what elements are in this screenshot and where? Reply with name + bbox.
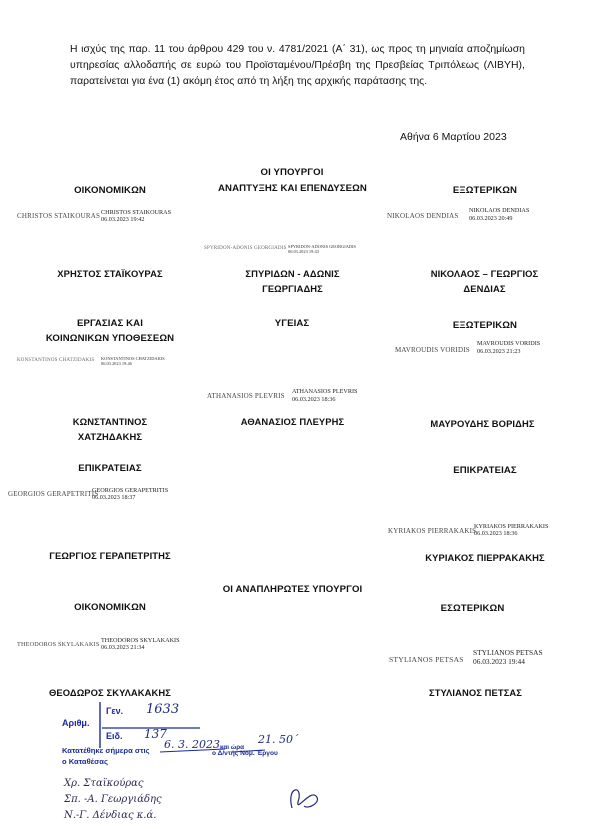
special-number: 137	[144, 727, 167, 741]
signature-date: 06.03.2023 19:43	[288, 249, 319, 254]
ministry-foreign: ΕΞΩΤΕΡΙΚΩΝ	[452, 185, 518, 196]
signature-date: 06.03.2023 18:36	[292, 396, 336, 403]
deposit-text: Κατατέθηκε σήμερα στις	[62, 746, 150, 755]
signature-print: CHRISTOS STAIKOURAS	[17, 212, 101, 220]
signature-name: CHRISTOS STAIKOURAS	[101, 209, 172, 216]
handwritten-line-1: Χρ. Σταϊκούρας	[64, 778, 144, 789]
signature-name: ATHANASIOS PLEVRIS	[292, 388, 358, 395]
general-number: 1633	[146, 702, 180, 717]
signatory-name-plevris: ΑΘΑΝΑΣΙΟΣ ΠΛΕΥΡΗΣ	[240, 416, 345, 427]
depositor-label: ο Καταθέσας	[62, 757, 108, 766]
signature-date: 06.03.2023 19:44	[473, 657, 525, 666]
signature-date: 06.03.2023 18:37	[92, 494, 136, 501]
ministry-economics: ΟΙΚΟΝΟΜΙΚΩΝ	[74, 185, 146, 196]
signature-date: 06.03.2023 18:36	[474, 530, 518, 537]
ministry-deputy-foreign: ΕΣΩΤΕΡΙΚΩΝ	[440, 603, 505, 614]
signature-print: SPYRIDON-ADONIS GEORGIADIS	[204, 246, 287, 251]
signature-date: 06.03.2023 19:42	[101, 216, 145, 223]
ministry-health: ΥΓΕΙΑΣ	[274, 318, 310, 329]
special-number-label: Ειδ.	[106, 731, 123, 741]
signature-date: 06.03.2023 21:34	[101, 644, 145, 651]
ministry-development: ΑΝΑΠΤΥΞΗΣ ΚΑΙ ΕΠΕΝΔΥΣΕΩΝ	[218, 183, 367, 194]
signature-name: THEODOROS SKYLAKAKIS	[101, 637, 180, 644]
arithm-label: Αριθμ.	[62, 718, 90, 728]
signature-name: KYRIAKOS PIERRAKAKIS	[474, 523, 549, 530]
signature-print: GEORGIOS GERAPETRITIS	[8, 490, 99, 498]
signatory-name-georgiadis: ΣΠΥΡΙΔΩΝ - ΑΔΩΝΙΣ ΓΕΩΡΓΙΑΔΗΣ	[245, 268, 340, 294]
signatory-name-staikouras: ΧΡΗΣΤΟΣ ΣΤΑΪΚΟΥΡΑΣ	[57, 268, 163, 279]
ministry-foreign-2: ΕΞΩΤΕΡΙΚΩΝ	[452, 320, 518, 331]
signatory-name-petsas: ΣΤΥΛΙΑΝΟΣ ΠΕΤΣΑΣ	[428, 687, 523, 698]
general-number-label: Γεν.	[106, 706, 124, 716]
decision-paragraph: Η ισχύς της παρ. 11 του άρθρου 429 του ν. 4781/2021 (Α΄ 31), ως προς τη μηνιαία αποζημίωση υπηρεσίας αλλοδαπής σε ευρώ του Προϊσταμένου/Πρέσβη της Πρεσβείας Τριπόλεως (ΛΙΒΥΗ), παρατείνεται για ένα (1) ακόμη έτος από τη λήξη της αρχικής παράτασης της.	[70, 44, 525, 87]
time-label: και ώρα	[220, 744, 245, 751]
signature-date: 06.03.2023 20:49	[469, 215, 513, 222]
signature-name: KONSTANTINOS CHATZIDAKIS	[101, 356, 165, 361]
signature-date: 06.03.2023 19:46	[101, 361, 132, 366]
signature-print: KYRIAKOS PIERRAKAKIS	[388, 527, 477, 535]
signature-name: STYLIANOS PETSAS	[473, 648, 543, 657]
deputy-ministers-title: ΟΙ ΑΝΑΠΛΗΡΩΤΕΣ ΥΠΟΥΡΓΟΙ	[222, 584, 363, 595]
signatory-name-gerapetritis: ΓΕΩΡΓΙΟΣ ΓΕΡΑΠΕΤΡΙΤΗΣ	[49, 550, 171, 561]
signature-print: KONSTANTINOS CHATZIDAKIS	[17, 358, 95, 363]
signature-date: 06.03.2023 21:23	[477, 348, 521, 355]
signatory-name-dendias: ΝΙΚΟΛΑΟΣ – ΓΕΩΡΓΙΟΣ ΔΕΝΔΙΑΣ	[430, 268, 539, 294]
ministry-deputy-economics: ΟΙΚΟΝΟΜΙΚΩΝ	[74, 602, 146, 613]
registry-stamp	[60, 700, 335, 825]
signature-name: GEORGIOS GERAPETRITIS	[92, 487, 169, 494]
signature-print: ATHANASIOS PLEVRIS	[207, 392, 285, 400]
signature-print: THEODOROS SKYLAKAKIS	[17, 641, 100, 648]
signatory-name-pierrakakis: ΚΥΡΙΑΚΟΣ ΠΙΕΡΡΑΚΑΚΗΣ	[425, 552, 545, 563]
signatory-name-voridis: ΜΑΥΡΟΥΔΗΣ ΒΟΡΙΔΗΣ	[430, 418, 535, 429]
signature-name: SPYRIDON-ADONIS GEORGIADIS	[288, 244, 356, 249]
ministry-labour: ΕΡΓΑΣΙΑΣ ΚΑΙ ΚΟΙΝΩΝΙΚΩΝ ΥΠΟΘΕΣΕΩΝ	[45, 318, 175, 344]
ministry-state-2: ΕΠΙΚΡΑΤΕΙΑΣ	[453, 465, 517, 476]
signature-print: MAVROUDIS VORIDIS	[395, 346, 470, 354]
handwritten-line-2: Σπ. -Α. Γεωργιάδης	[64, 794, 162, 805]
signature-name: MAVROUDIS VORIDIS	[477, 340, 541, 347]
deposit-time: 21. 50΄	[258, 733, 299, 746]
signatory-name-chatzidakis: ΚΩΝΣΤΑΝΤΙΝΟΣ ΧΑΤΖΗΔΑΚΗΣ	[72, 416, 148, 442]
deposit-date: 6. 3. 2023	[164, 738, 220, 751]
ministry-state-1: ΕΠΙΚΡΑΤΕΙΑΣ	[78, 463, 142, 474]
signature-print: NIKOLAOS DENDIAS	[387, 212, 459, 220]
handwritten-line-3: Ν.-Γ. Δένδιας κ.ά.	[64, 810, 157, 821]
ministers-title: ΟΙ ΥΠΟΥΡΓΟΙ	[260, 167, 324, 178]
director-label: ο Δ/ντής Νομ. Έργου	[212, 750, 278, 757]
signatory-name-skylakakis: ΘΕΟΔΩΡΟΣ ΣΚΥΛΑΚΑΚΗΣ	[48, 687, 172, 698]
signature-print: STYLIANOS PETSAS	[389, 655, 464, 664]
date-line: Αθήνα 6 Μαρτίου 2023	[400, 131, 507, 143]
signature-name: NIKOLAOS DENDIAS	[469, 207, 530, 214]
